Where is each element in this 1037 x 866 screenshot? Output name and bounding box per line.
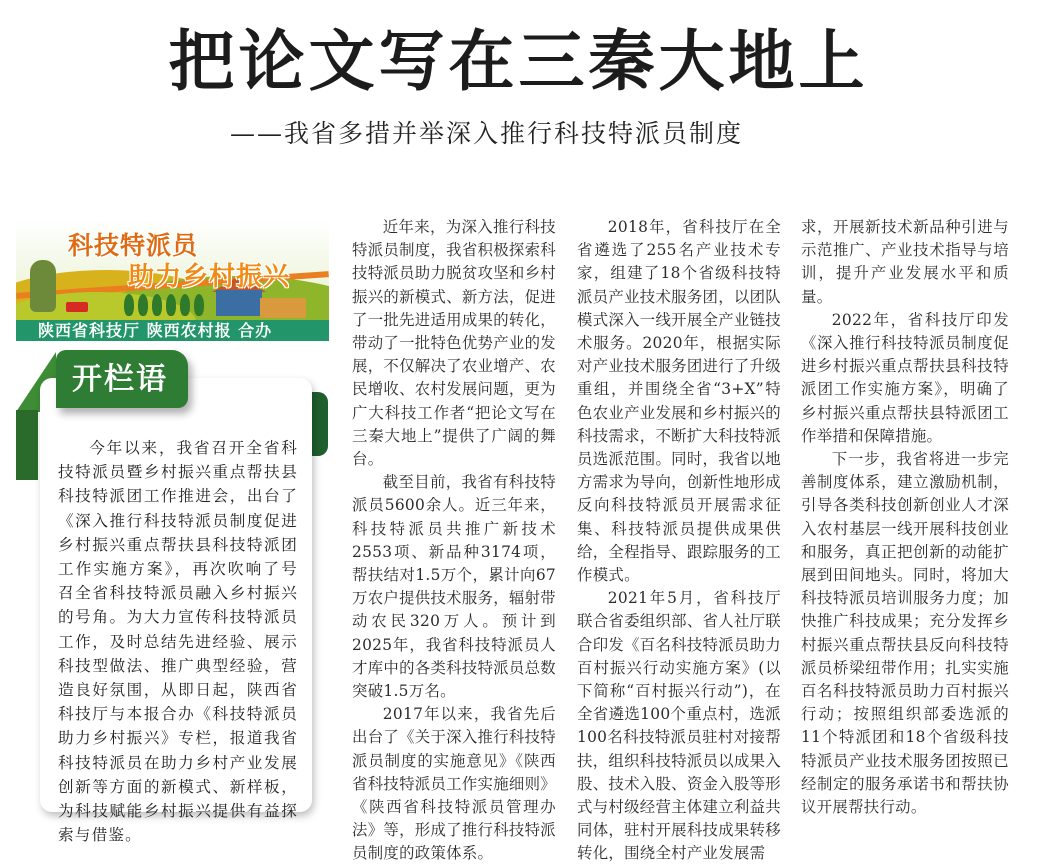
headline-title: 把论文写在三秦大地上 [168,23,869,100]
intro-label: 开栏语 [72,362,168,397]
banner-trees-illustration [124,294,214,320]
article-paragraph: 下一步，我省将进一步完善制度体系，建立激励机制，引导各类科技创新创业人才深入农村基层一线开展科技创业和服务，真正把创新的动能扩展到田间地头。同时，将加大科技特派员培训服务力度；加快推广科技成果；充分发挥乡村振兴重点帮扶县反向科技特派员桥梁纽带作用；扎实实施百名科技特派员助力百村振兴行动；按照组织部委选派的11个特派团和18个省级科技特派员产业技术服务团按照已经制定的服务承诺书和帮扶协议开展帮扶行动。 [801,450,1009,817]
banner-title-line2: 助力乡村振兴 [128,262,291,292]
intro-ribbon-bar [16,410,38,480]
article-column-3 [801,216,1009,819]
intro-paragraph: 今年以来，我省召开全省科技特派员暨乡村振兴重点帮扶县科技特派团工作推进会，出台了《深入推行科技特派员制度促进乡村振兴重点帮扶县科技特派团工作实施方案》，再次吹响了号召全省科技特派员融入乡村振兴的号角。为大力宣传科技特派员工作，及时总结先进经验、展示科技型做法、推广典型经验，营造良好氛围，从即日起，陕西省科技厅与本报合办《科技特派员助力乡村振兴》专栏，报道我省科技特派员在助力乡村产业发展创新等方面的新模式、新样板，为科技赋能乡村振兴提供有益探索与借鉴。 [58,439,298,845]
article-paragraph: 2022年，省科技厅印发《深入推行科技特派员制度促进乡村振兴重点帮扶县科技特派团工作实施方案》，明确了乡村振兴重点帮扶县特派团工作举措和保障措施。 [801,310,1009,445]
article-paragraph: 2021年5月，省科技厅联合省委组织部、省人社厅联合印发《百名科技特派员助力百村振兴行动实施方案》(以下简称“百村振兴行动”)，在全省遴选100个重点村，选派100名科技特派员驻村对接帮扶，组织科技特派员以成果入股、技术入股、资金入股等形式与村级经营主体建立利益共同体，驻村开展科技成果转移转化，围绕全村产业发展需 [577,589,781,863]
article-paragraph-continued: 求，开展新技术新品种引进与示范推广、产业技术指导与培训，提升产业发展水平和质量。 [801,218,1009,306]
banner-organizers: 陕西省科技厅 陕西农村报 合办 [16,320,329,341]
intro-text [58,436,298,847]
banner-house-icon [260,298,306,318]
article-column-2 [577,216,781,866]
article-column-1 [352,216,556,866]
lawn-mower-icon [66,302,88,312]
article-paragraph: 截至目前，我省有科技特派员5600余人。近三年来，科技特派员共推广新技术2553项、新品种3174项，帮扶结对1.5万个，累计向67万农户提供技术服务，辐射带动农民320万人。预计到2025年，我省科技特派员人才库中的各类科技特派员总数突破1.5万名。 [352,473,556,701]
column-banner [16,220,329,341]
article-paragraph: 2018年，省科技厅在全省遴选了255名产业技术专家，组建了18个省级科技特派员产业技术服务团，以团队模式深入一线开展全产业链技术服务。2020年，根据实际对产业技术服务团进行了升级重组，并围绕全省“3+X”特色农业产业发展和乡村振兴的科技需求，不断扩大科技特派员选派范围。同时，我省以地方需求为导向，创新性地形成反向科技特派员开展需求征集、科技特派员提供成果供给，全程指导、跟踪服务的工作模式。 [577,218,781,585]
banner-house-icon [216,290,262,316]
article-paragraph: 近年来，为深入推行科技特派员制度，我省积极探索科技特派员助力脱贫攻坚和乡村振兴的新模式、新方法，促进了一批先进适用成果的转化，带动了一批特色优势产业的发展，不仅解决了农业增产、农民增收、农村发展问题，更为广大科技工作者“把论文写在三秦大地上”提供了广阔的舞台。 [352,218,556,469]
headline-subtitle: ——我省多措并举深入推行科技特派员制度 [230,119,744,148]
farmer-illustration [30,260,56,312]
article-paragraph: 2017年以来，我省先后出台了《关于深入推行科技特派员制度的实施意见》《陕西省科技特派员工作实施细则》《陕西省科技特派员管理办法》等，形成了推行科技特派员制度的政策体系。 [352,705,556,863]
banner-title-line1: 科技特派员 [68,231,199,260]
